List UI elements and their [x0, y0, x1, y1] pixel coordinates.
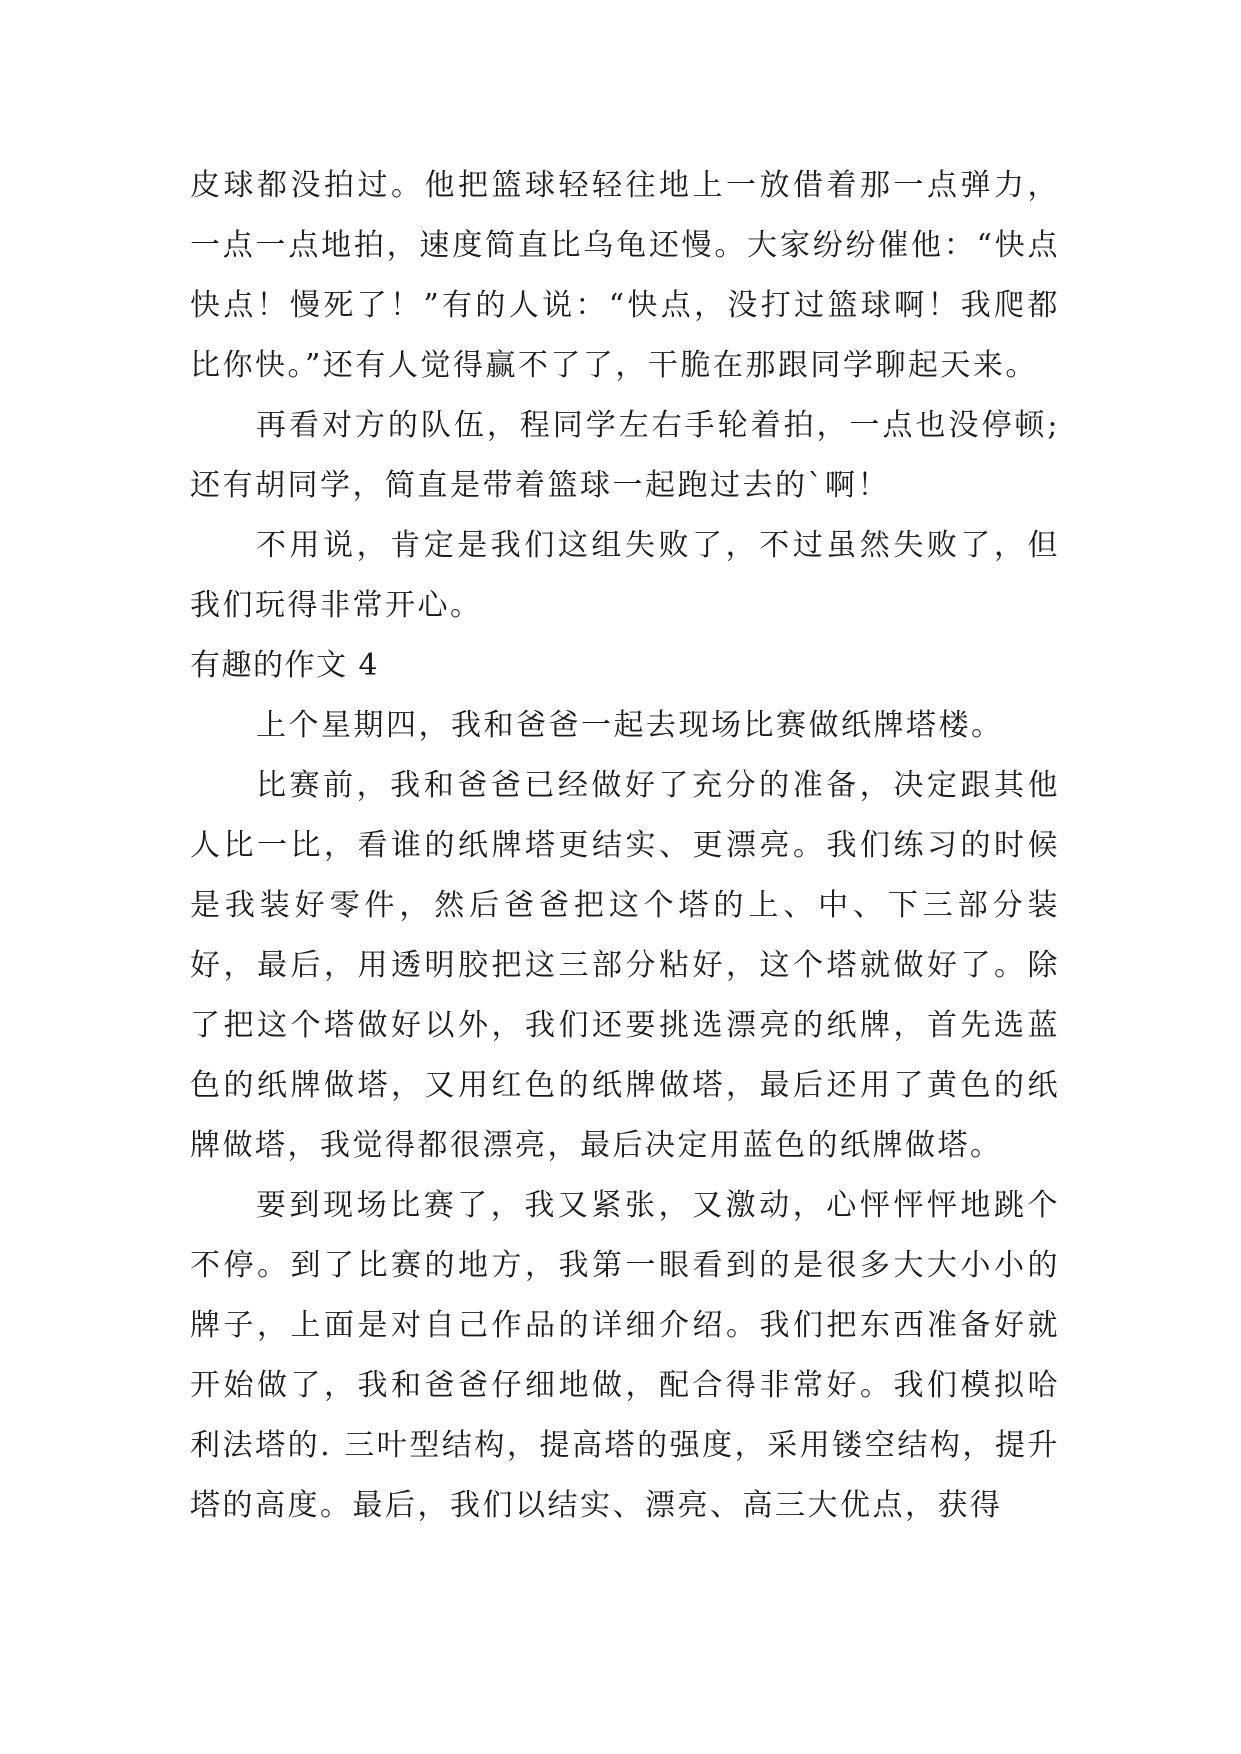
paragraph: 比赛前，我和爸爸已经做好了充分的准备，决定跟其他人比一比，看谁的纸牌塔更结实、更漂亮。我们练习的时候是我装好零件，然后爸爸把这个塔的上、中、下三部分装好，最后，用透明胶把这三部分粘好，这个塔就做好了。除了把这个塔做好以外，我们还要挑选漂亮的纸牌，首先选蓝色的纸牌做塔，又用红色的纸牌做塔，最后还用了黄色的纸牌做塔，我觉得都很漂亮，最后决定用蓝色的纸牌做塔。 — [190, 768, 1060, 1163]
paragraph: 再看对方的队伍，程同学左右手轮着拍，一点也没停顿;还有胡同学，简直是带着篮球一起跑过去的`啊！ — [190, 408, 1060, 503]
paragraph-continued: 皮球都没拍过。他把篮球轻轻往地上一放借着那一点弹力，一点一点地拍，速度简直比乌龟还慢。大家纷纷催他：“快点快点！慢死了！”有的人说：“快点，没打过篮球啊！我爬都比你快。”还有人觉得赢不了了，干脆在那跟同学聊起天来。 — [190, 168, 1060, 383]
paragraph: 上个星期四，我和爸爸一起去现场比赛做纸牌塔楼。 — [256, 708, 1004, 743]
paragraph: 不用说，肯定是我们这组失败了，不过虽然失败了，但我们玩得非常开心。 — [190, 528, 1060, 623]
section-title: 有趣的作文 4 — [190, 648, 380, 683]
document-body — [190, 156, 1060, 1536]
paragraph: 要到现场比赛了，我又紧张，又激动，心怦怦怦地跳个不停。到了比赛的地方，我第一眼看到的是很多大大小小的牌子，上面是对自己作品的详细介绍。我们把东西准备好就开始做了，我和爸爸仔细地做，配合得非常好。我们模拟哈利法塔的. 三叶型结构，提高塔的强度，采用镂空结构，提升塔的高度。最后，我们以结实、漂亮、高三大优点，获得 — [190, 1188, 1060, 1523]
